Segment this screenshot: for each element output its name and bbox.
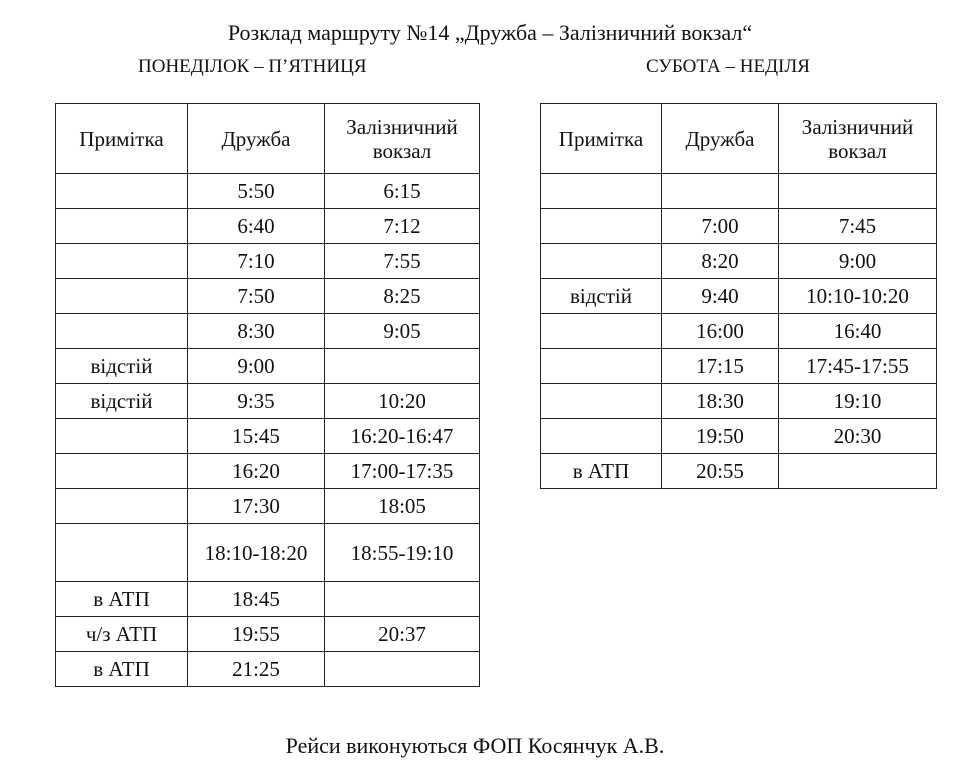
weekday-schedule-table — [55, 103, 480, 687]
note-cell: відстій — [56, 349, 188, 384]
note-cell — [541, 384, 662, 419]
note-cell: в АТП — [56, 652, 188, 687]
note-cell — [541, 174, 662, 209]
operator-note: Рейси виконуються ФОП Косянчук А.В. — [285, 733, 665, 758]
table-row — [541, 314, 937, 349]
railway-station-time-cell: 10:10-10:20 — [779, 279, 937, 314]
druzhba-time-cell: 5:50 — [188, 174, 325, 209]
note-cell — [56, 524, 188, 582]
railway-station-time-cell: 20:37 — [325, 617, 480, 652]
note-cell — [541, 314, 662, 349]
druzhba-time-cell: 18:30 — [662, 384, 779, 419]
railway-station-time-cell — [325, 652, 480, 687]
table-row — [541, 209, 937, 244]
druzhba-time-cell: 8:20 — [662, 244, 779, 279]
note-cell — [56, 174, 188, 209]
railway-station-time-cell: 8:25 — [325, 279, 480, 314]
note-cell — [541, 419, 662, 454]
table-row — [56, 349, 480, 384]
railway-station-time-cell: 19:10 — [779, 384, 937, 419]
weekend-schedule-table — [540, 103, 937, 489]
column-header-druzhba: Дружба — [662, 104, 779, 174]
table-row — [541, 384, 937, 419]
druzhba-time-cell: 6:40 — [188, 209, 325, 244]
table-row — [56, 314, 480, 349]
note-cell: відстій — [541, 279, 662, 314]
railway-station-time-cell: 17:00-17:35 — [325, 454, 480, 489]
druzhba-time-cell: 16:20 — [188, 454, 325, 489]
druzhba-time-cell: 21:25 — [188, 652, 325, 687]
note-cell — [56, 489, 188, 524]
table-row — [541, 244, 937, 279]
druzhba-time-cell: 16:00 — [662, 314, 779, 349]
railway-station-time-cell: 7:55 — [325, 244, 480, 279]
table-row — [56, 174, 480, 209]
druzhba-time-cell: 9:35 — [188, 384, 325, 419]
table-row — [56, 582, 480, 617]
table-row — [56, 244, 480, 279]
table-row — [56, 384, 480, 419]
note-cell — [541, 244, 662, 279]
column-header-note: Примітка — [56, 104, 188, 174]
druzhba-time-cell: 15:45 — [188, 419, 325, 454]
druzhba-time-cell: 17:15 — [662, 349, 779, 384]
note-cell — [541, 209, 662, 244]
table-row — [541, 419, 937, 454]
druzhba-time-cell: 19:55 — [188, 617, 325, 652]
railway-station-time-cell: 7:45 — [779, 209, 937, 244]
column-header-note: Примітка — [541, 104, 662, 174]
table-row — [541, 174, 937, 209]
page-title: Розклад маршруту №14 „Дружба – Залізничний вокзал“ — [227, 20, 753, 45]
railway-station-time-cell: 17:45-17:55 — [779, 349, 937, 384]
table-row — [56, 652, 480, 687]
table-row — [56, 279, 480, 314]
table-header-row — [56, 104, 480, 174]
druzhba-time-cell — [662, 174, 779, 209]
railway-station-time-cell — [325, 349, 480, 384]
railway-station-time-cell: 18:55-19:10 — [325, 524, 480, 582]
druzhba-time-cell: 7:50 — [188, 279, 325, 314]
railway-station-time-cell: 10:20 — [325, 384, 480, 419]
column-header-railway-station: Залізничний вокзал — [779, 104, 937, 174]
note-cell — [56, 279, 188, 314]
note-cell — [541, 349, 662, 384]
druzhba-time-cell: 18:10-18:20 — [188, 524, 325, 582]
note-cell — [56, 314, 188, 349]
table-row — [541, 349, 937, 384]
railway-station-time-cell: 9:00 — [779, 244, 937, 279]
railway-station-time-cell: 9:05 — [325, 314, 480, 349]
railway-station-time-cell: 6:15 — [325, 174, 480, 209]
railway-station-time-cell — [779, 454, 937, 489]
table-row — [56, 454, 480, 489]
note-cell: в АТП — [541, 454, 662, 489]
table-header-row — [541, 104, 937, 174]
druzhba-time-cell: 8:30 — [188, 314, 325, 349]
druzhba-time-cell: 9:00 — [188, 349, 325, 384]
note-cell — [56, 244, 188, 279]
railway-station-time-cell — [779, 174, 937, 209]
railway-station-time-cell: 16:20-16:47 — [325, 419, 480, 454]
table-row — [56, 617, 480, 652]
note-cell: в АТП — [56, 582, 188, 617]
railway-station-time-cell — [325, 582, 480, 617]
railway-station-time-cell: 20:30 — [779, 419, 937, 454]
druzhba-time-cell: 7:10 — [188, 244, 325, 279]
note-cell: відстій — [56, 384, 188, 419]
column-header-druzhba: Дружба — [188, 104, 325, 174]
weekday-heading: ПОНЕДІЛОК – П’ЯТНИЦЯ — [138, 56, 367, 77]
druzhba-time-cell: 9:40 — [662, 279, 779, 314]
table-row — [541, 454, 937, 489]
railway-station-time-cell: 7:12 — [325, 209, 480, 244]
note-cell — [56, 419, 188, 454]
druzhba-time-cell: 18:45 — [188, 582, 325, 617]
table-row — [56, 489, 480, 524]
railway-station-time-cell: 18:05 — [325, 489, 480, 524]
druzhba-time-cell: 20:55 — [662, 454, 779, 489]
druzhba-time-cell: 7:00 — [662, 209, 779, 244]
column-header-railway-station: Залізничний вокзал — [325, 104, 480, 174]
note-cell — [56, 209, 188, 244]
railway-station-time-cell: 16:40 — [779, 314, 937, 349]
table-row — [56, 419, 480, 454]
druzhba-time-cell: 19:50 — [662, 419, 779, 454]
weekend-heading: СУБОТА – НЕДІЛЯ — [646, 56, 810, 77]
druzhba-time-cell: 17:30 — [188, 489, 325, 524]
note-cell — [56, 454, 188, 489]
table-row — [56, 524, 480, 582]
note-cell: ч/з АТП — [56, 617, 188, 652]
table-row — [541, 279, 937, 314]
table-row — [56, 209, 480, 244]
